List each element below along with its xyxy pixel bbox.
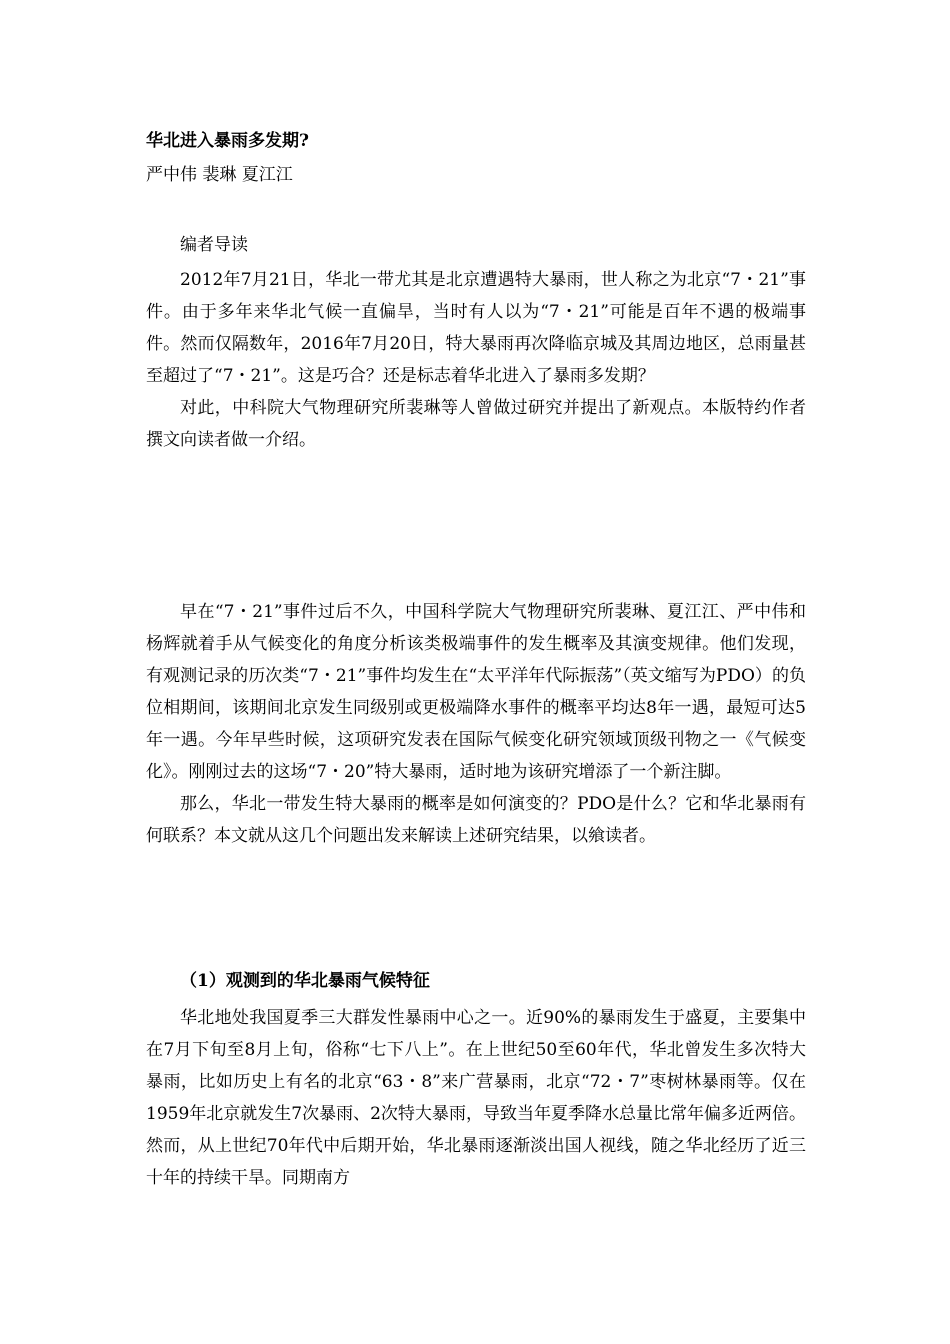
intro-paragraph: 2012年7月21日，华北一带尤其是北京遭遇特大暴雨，世人称之为北京“7・21”事件。由于多年来华北气候一直偏旱，当时有人以为“7・21”可能是百年不遇的极端事件。然而仅隔数年，2016年7月20日，特大暴雨再次降临京城及其周边地区，总雨量甚至超过了“7・21”。这是巧合？还是标志着华北进入了暴雨多发期？ (146, 270, 806, 386)
section-heading: （1）观测到的华北暴雨气候特征 (180, 971, 430, 991)
body-paragraph: 那么，华北一带发生特大暴雨的概率是如何演变的？PDO是什么？它和华北暴雨有何联系？本文就从这几个问题出发来解读上述研究结果，以飨读者。 (146, 794, 806, 846)
section-body (146, 1002, 806, 1194)
editor-note-body (146, 264, 806, 456)
article-authors: 严中伟 裴琳 夏江江 (146, 165, 293, 185)
intro-paragraph: 对此，中科院大气物理研究所裴琳等人曾做过研究并提出了新观点。本版特约作者撰文向读者做一介绍。 (146, 398, 806, 450)
editor-note-label: 编者导读 (180, 235, 248, 255)
body-paragraph: 早在“7・21”事件过后不久，中国科学院大气物理研究所裴琳、夏江江、严中伟和杨辉就着手从气候变化的角度分析该类极端事件的发生概率及其演变规律。他们发现，有观测记录的历次类“7・21”事件均发生在“太平洋年代际振荡”（英文缩写为PDO）的负位相期间，该期间北京发生同级别或更极端降水事件的概率平均达8年一遇，最短可达5年一遇。今年早些时候，这项研究发表在国际气候变化研究领域顶级刊物之一《气候变化》。刚刚过去的这场“7・20”特大暴雨，适时地为该研究增添了一个新注脚。 (146, 602, 806, 782)
article-body (146, 596, 806, 852)
section-paragraph: 华北地处我国夏季三大群发性暴雨中心之一。近90%的暴雨发生于盛夏，主要集中在7月下旬至8月上旬，俗称“七下八上”。在上世纪50至60年代，华北曾发生多次特大暴雨，比如历史上有名的北京“63・8”来广营暴雨，北京“72・7”枣树林暴雨等。仅在1959年北京就发生7次暴雨、2次特大暴雨，导致当年夏季降水总量比常年偏多近两倍。然而，从上世纪70年代中后期开始，华北暴雨逐渐淡出国人视线，随之华北经历了近三十年的持续干旱。同期南方 (146, 1008, 806, 1188)
article-title: 华北进入暴雨多发期? (146, 131, 309, 151)
